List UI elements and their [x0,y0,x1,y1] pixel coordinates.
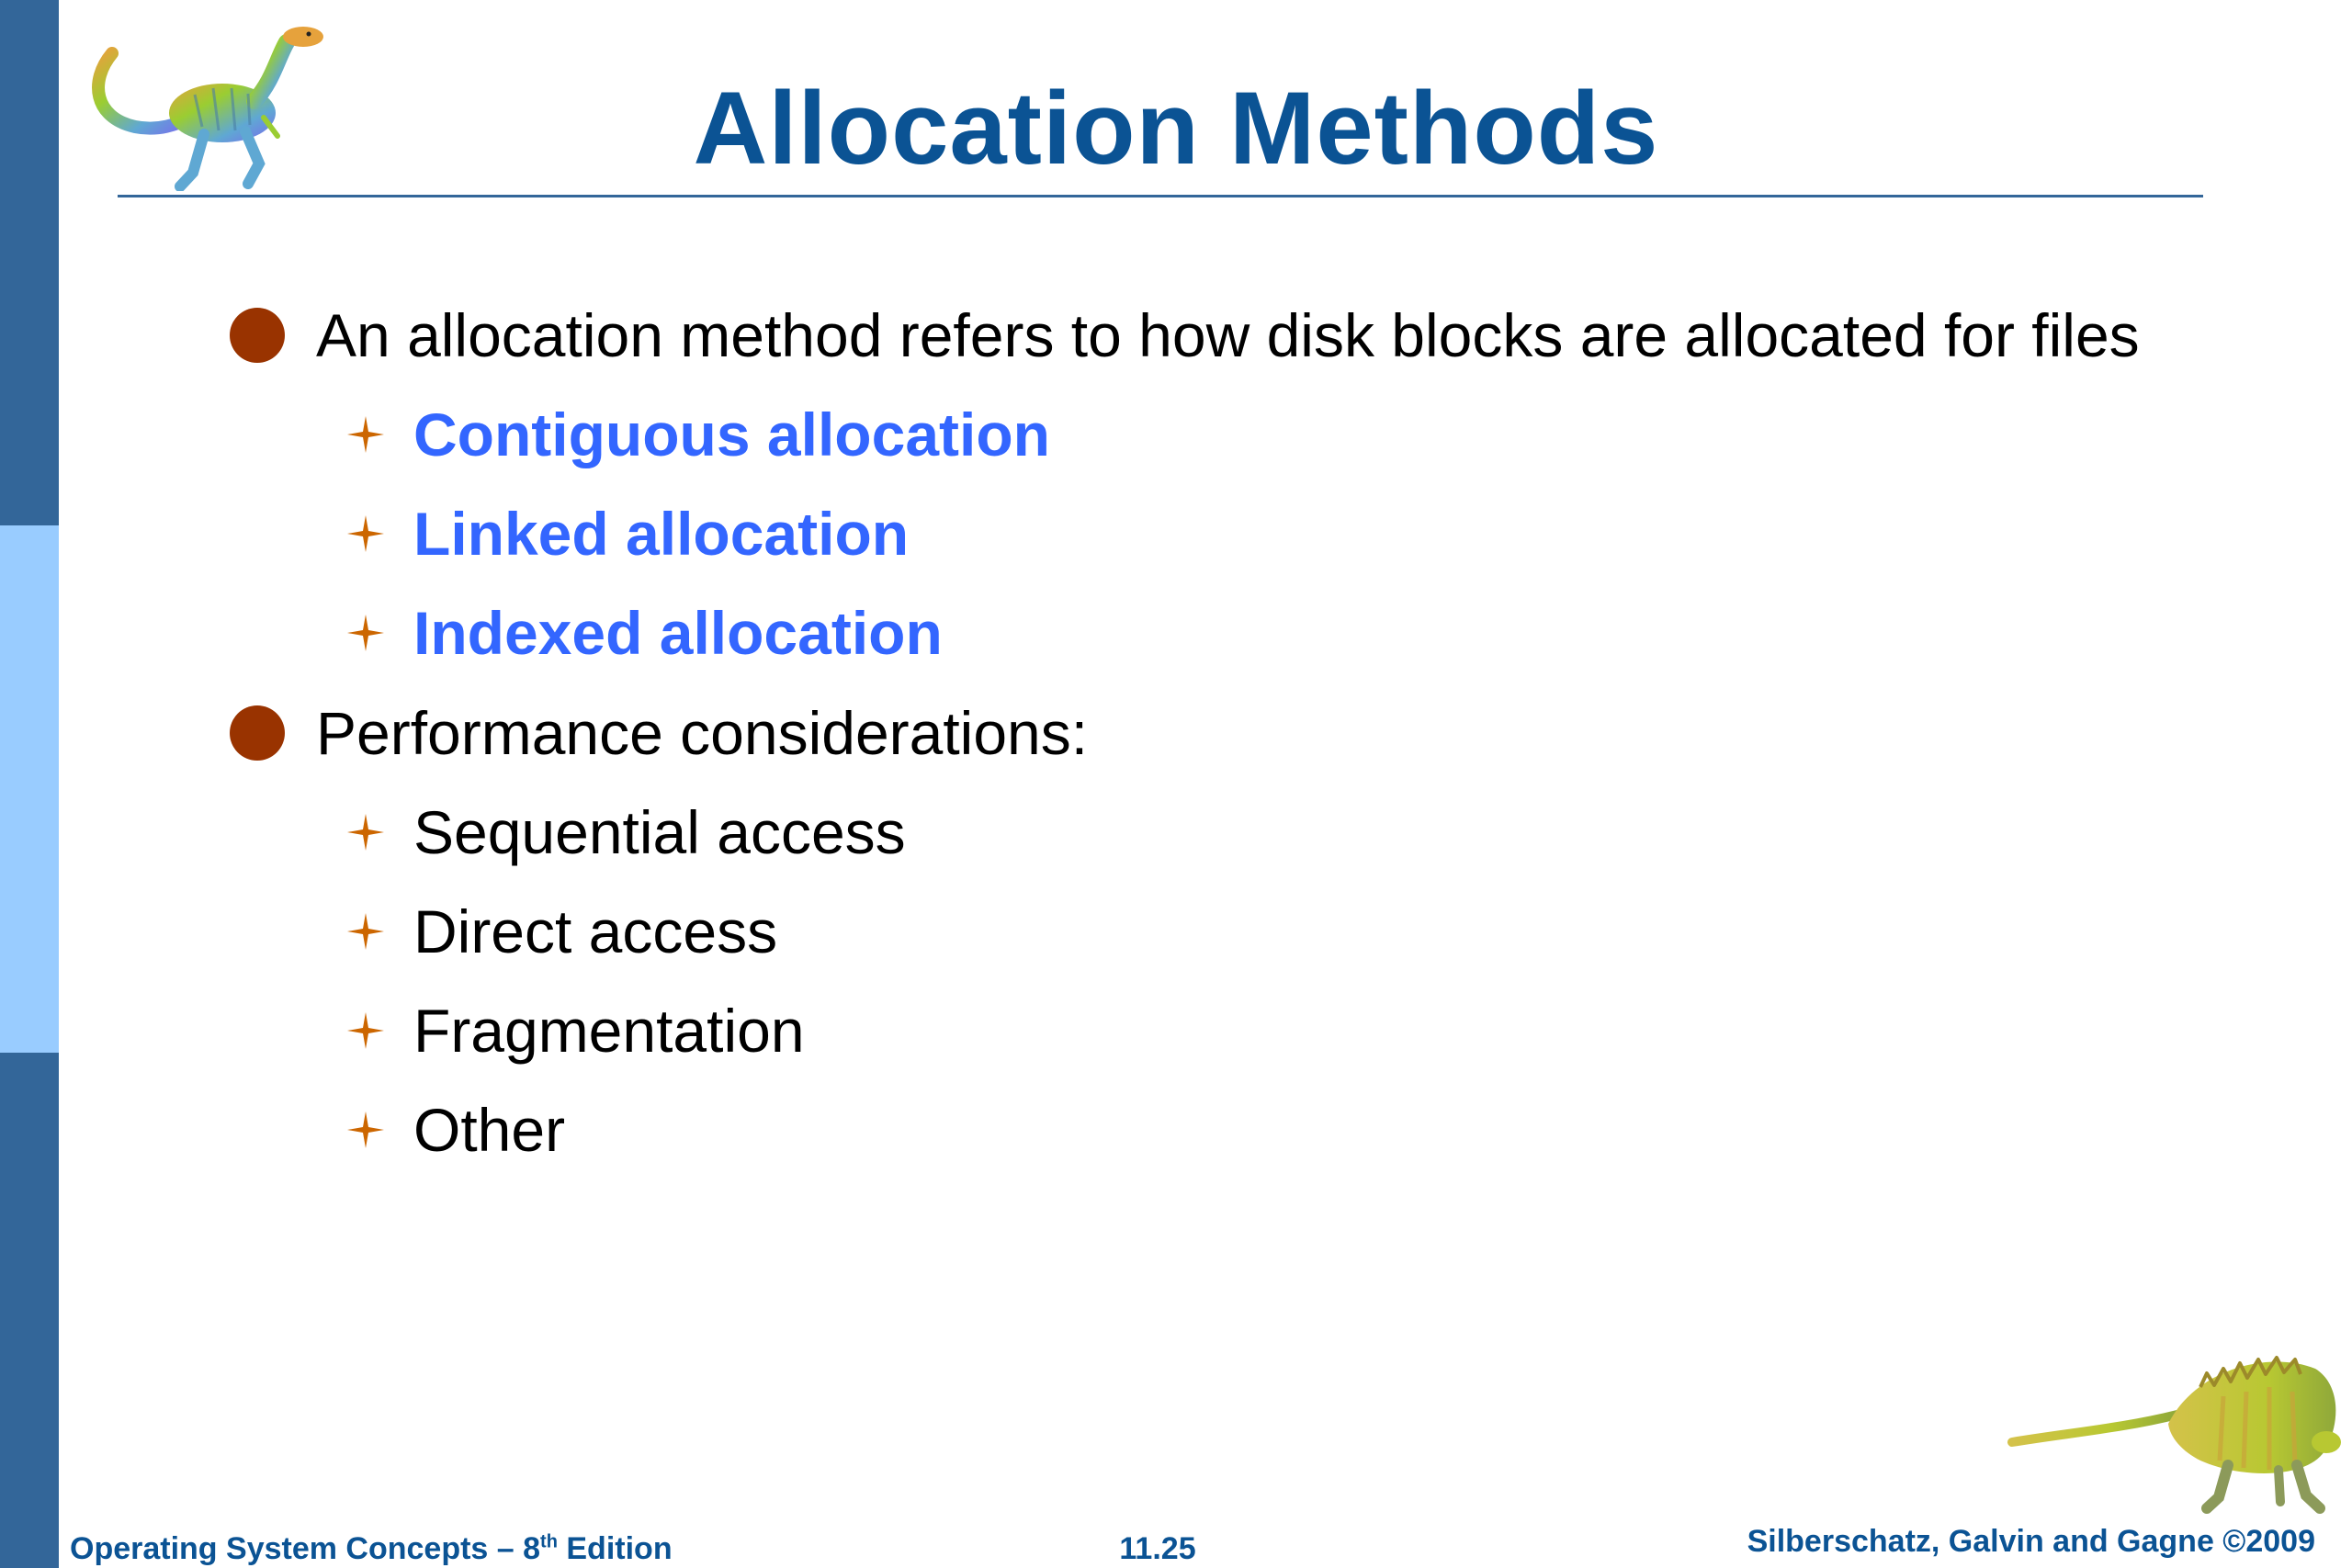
bullet-icon [230,308,285,363]
footer-edition-superscript: th [540,1531,558,1552]
star-bullet-icon [345,812,386,852]
list-item [345,1093,565,1167]
bullet-text: Performance considerations: [316,699,1089,767]
footer-book-title-text: Operating System Concepts – 8 [70,1531,541,1566]
list-item [345,895,777,968]
footer-page-number: 11.25 [1119,1531,1196,1566]
list-item [345,994,805,1067]
dinosaur-icon [2003,1341,2345,1516]
list-item [345,497,909,570]
subitem-text: Other [413,1096,566,1164]
star-bullet-icon [345,513,386,554]
footer-book-title [70,1529,673,1568]
footer-authors: Silberschatz, Galvin and Gagne ©2009 [1747,1524,2315,1559]
bullet-text: An allocation method refers to how disk blocks are allocated for files [316,301,2140,369]
subitem-text: Indexed allocation [413,599,943,667]
list-item [230,696,1088,770]
star-bullet-icon [345,613,386,653]
subitem-text: Fragmentation [413,997,805,1065]
footer-edition-word: Edition [557,1531,673,1566]
star-bullet-icon [345,1110,386,1150]
star-bullet-icon [345,911,386,952]
subitem-text: Linked allocation [413,500,910,568]
subitem-text: Contiguous allocation [413,400,1050,468]
star-bullet-icon [345,414,386,455]
bullet-icon [230,705,285,761]
page-title: Allocation Methods [693,71,1659,186]
subitem-text: Sequential access [413,798,906,866]
star-bullet-icon [345,1010,386,1051]
list-item [345,596,943,670]
list-item [230,299,2140,372]
list-item [345,398,1050,471]
subitem-text: Direct access [413,897,778,965]
list-item [345,795,906,869]
